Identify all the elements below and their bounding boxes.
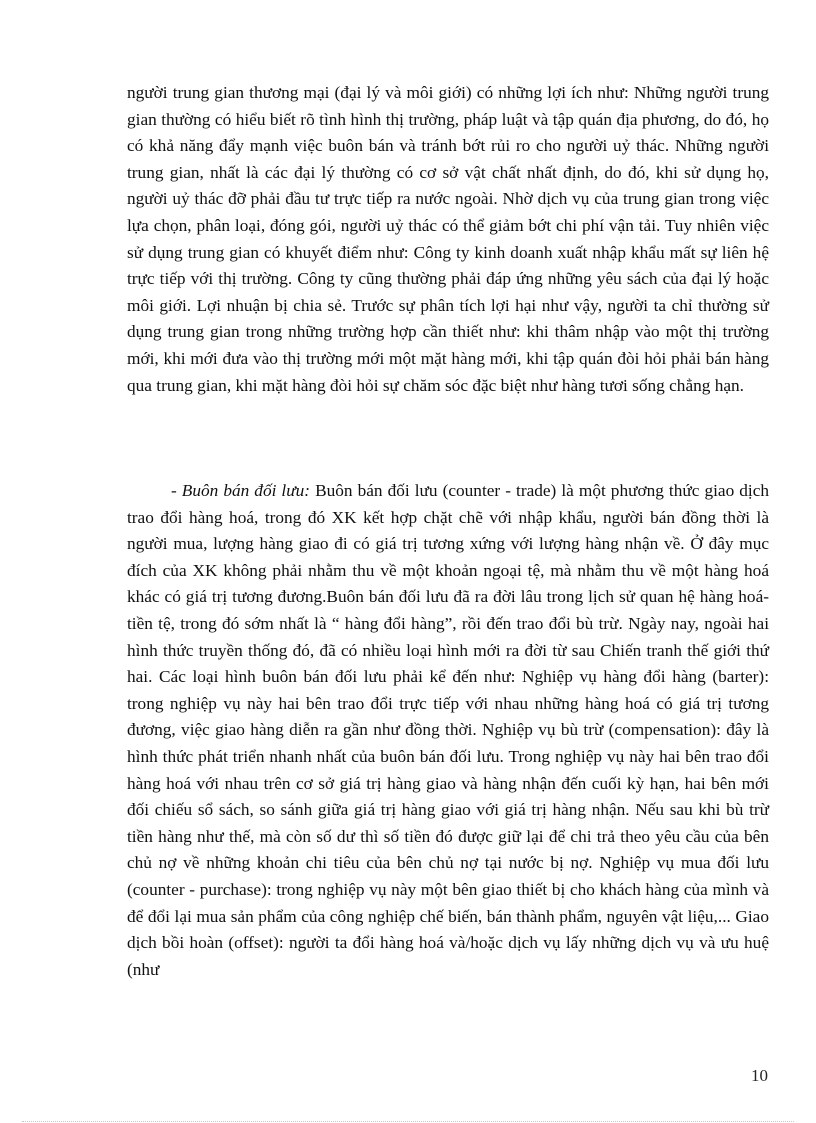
paragraph-body: Buôn bán đối lưu (counter - trade) là một phương thức giao dịch trao đổi hàng hoá, trong đó XK kết hợp chặt chẽ với nhập khẩu, người bán đồng thời là người mua, lượng hàng giao đi có giá trị tương xứng với lượng hàng nhận về. Ở đây mục đích của XK không phải nhằm thu về một khoản ngoại tệ, mà nhằm thu về một hàng hoá khác có giá trị tương đương.Buôn bán đối lưu đã ra đời lâu trong lịch sử quan hệ hàng hoá- tiền tệ, trong đó sớm nhất là “ hàng đổi hàng”, rồi đến trao đổi bù trừ. Ngày nay, ngoài hai hình thức truyền thống đó, đã có nhiều loại hình mới ra đời từ sau Chiến tranh thế giới thứ hai. Các loại hình buôn bán đối lưu phải kể đến như: Nghiệp vụ hàng đổi hàng (barter): trong nghiệp vụ này hai bên trao đổi trực tiếp với nhau những hàng hoá có giá trị tương đương, việc giao hàng diễn ra gần như đồng thời. Nghiệp vụ bù trừ (compensation): đây là hình thức phát triển nhanh nhất của buôn bán đối lưu. Trong nghiệp vụ này hai bên trao đổi hàng hoá với nhau trên cơ sở giá trị hàng giao và hàng nhận đến cuối kỳ hạn, hai bên mới đối chiếu sổ sách, so sánh giữa giá trị hàng giao với giá trị hàng nhận. Nếu sau khi bù trừ tiền hàng như thế, mà còn số dư thì số tiền đó được giữ lại để chi trả theo yêu cầu của bên chủ nợ về những khoản chi tiêu của bên chủ nợ tại nước bị nợ. Nghiệp vụ mua đối lưu (counter - purchase): trong nghiệp vụ này một bên giao thiết bị cho khách hàng của mình và để đổi lại mua sản phẩm của công nghiệp chế biến, bán thành phẩm, nguyên vật liệu,... Giao dịch bồi hoàn (offset): người ta đổi hàng hoá và/hoặc dịch vụ lấy những dịch vụ và ưu huệ (như bbox=[127, 481, 770, 979]
section-lead-term: - Buôn bán đối lưu: bbox=[171, 481, 311, 500]
page-number: 10 bbox=[751, 1066, 768, 1085]
paragraph-text: người trung gian thương mại (đại lý và môi giới) có những lợi ích như: Những người trung gian thường có hiểu biết rõ tình hình thị trường, pháp luật và tập quán địa phương, do đó, họ có khả năng đẩy mạnh việc buôn bán và tránh bớt rủi ro cho người uỷ thác. Những người trung gian, nhất là các đại lý thường có cơ sở vật chất nhất định, do đó, khi sử dụng họ, người uỷ thác đỡ phải đầu tư trực tiếp ra nước ngoài. Nhờ dịch vụ của trung gian trong việc lựa chọn, phân loại, đóng gói, người uỷ thác có thể giảm bớt chi phí vận tải. Tuy nhiên việc sử dụng trung gian có khuyết điểm như: Công ty kinh doanh xuất nhập khẩu mất sự liên hệ trực tiếp với thị trường. Công ty cũng thường phải đáp ứng những yêu sách của đại lý hoặc môi giới. Lợi nhuận bị chia sẻ. Trước sự phân tích lợi hại như vậy, người ta chỉ thường sử dụng trung gian trong những trường hợp cần thiết như: khi thâm nhập vào một thị trường mới, khi mới đưa vào thị trường mới một mặt hàng mới, khi tập quán đòi hỏi phải bán hàng qua trung gian, khi mặt hàng đòi hỏi sự chăm sóc đặc biệt như hàng tươi sống chẳng hạn. bbox=[127, 83, 769, 395]
paragraph-text bbox=[127, 478, 769, 983]
footer-divider bbox=[22, 1121, 794, 1122]
body-paragraph bbox=[127, 478, 769, 983]
body-paragraph bbox=[127, 80, 769, 399]
